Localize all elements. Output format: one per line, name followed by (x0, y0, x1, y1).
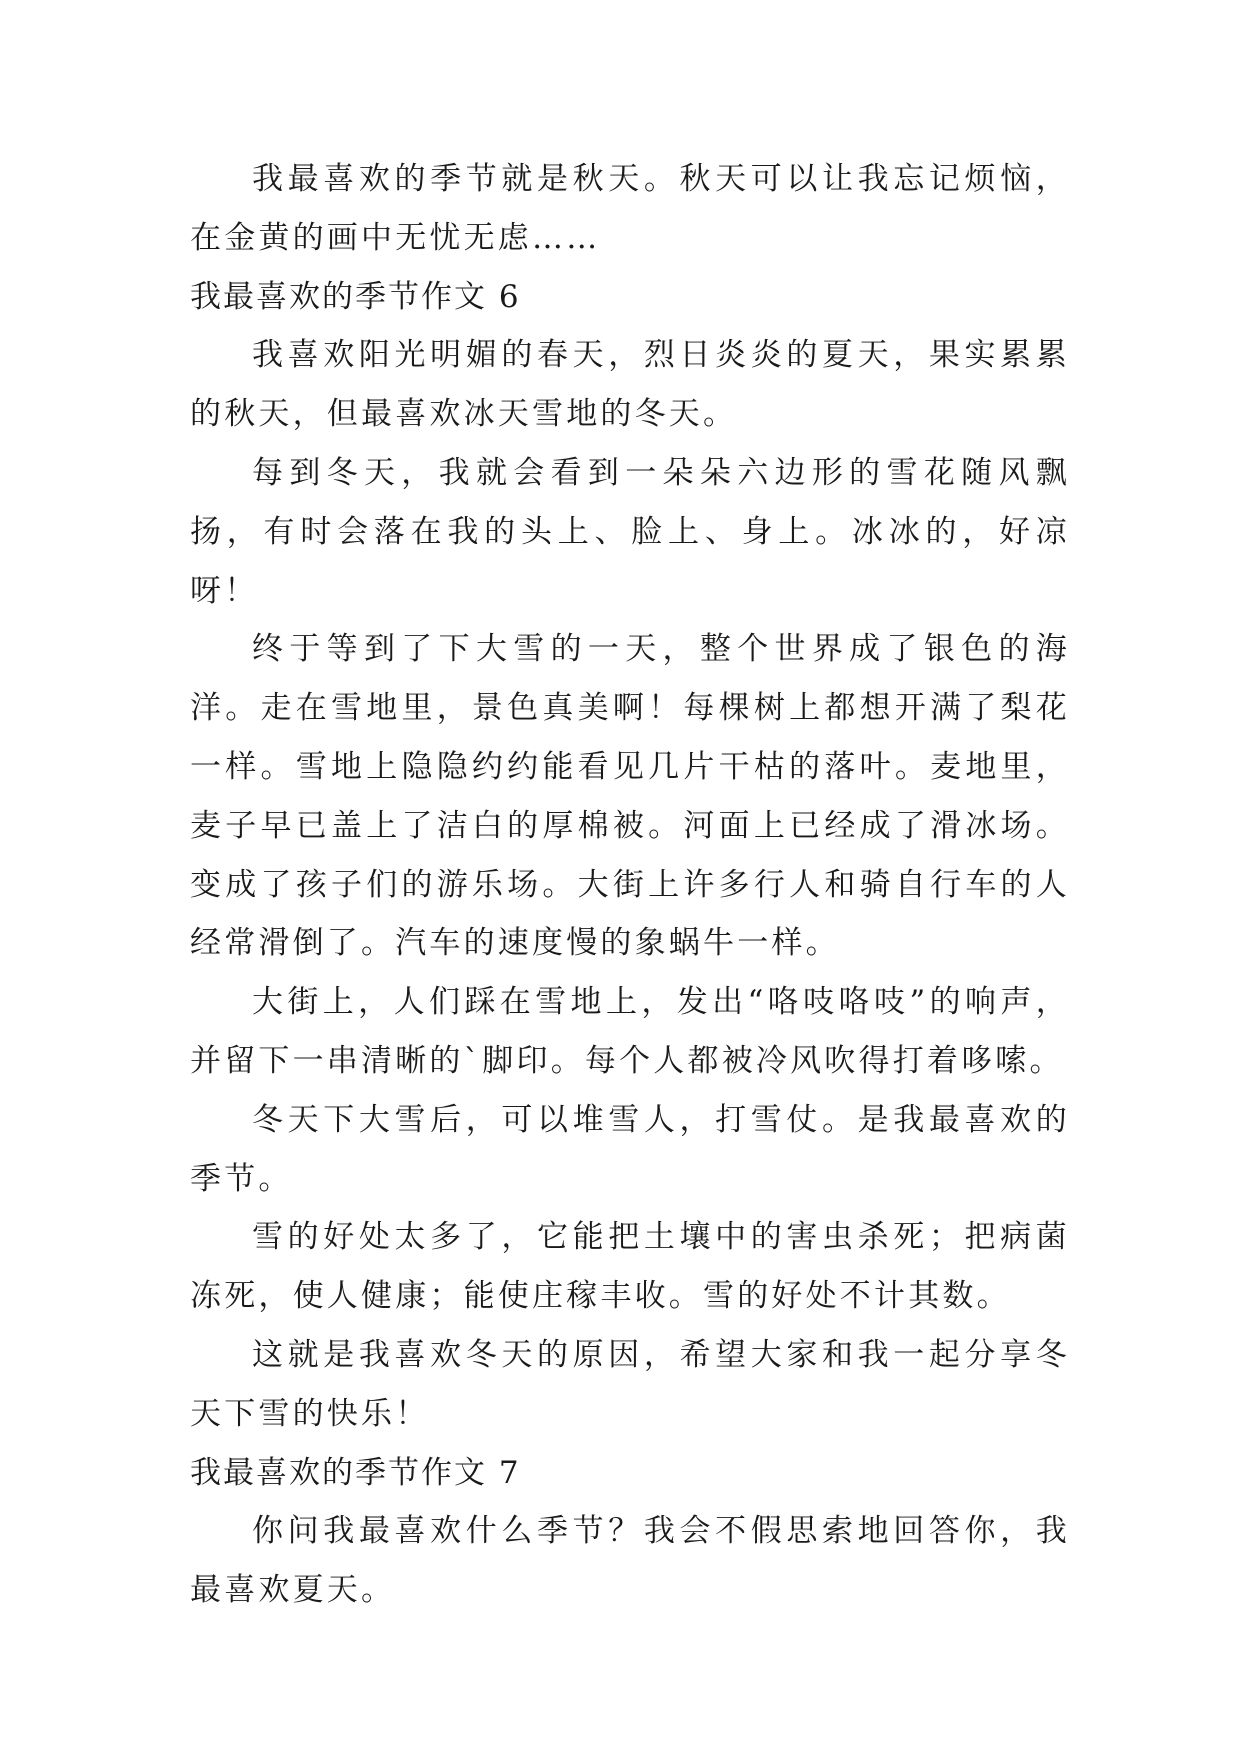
paragraph-seasons: 我喜欢阳光明媚的春天，烈日炎炎的夏天，果实累累的秋天，但最喜欢冰天雪地的冬天。 (190, 337, 1070, 433)
paragraph-conclusion: 这就是我喜欢冬天的原因，希望大家和我一起分享冬天下雪的快乐！ (190, 1336, 1070, 1432)
paragraph-heavy-snow: 终于等到了下大雪的一天，整个世界成了银色的海洋。走在雪地里，景色真美啊！每棵树上都想开满了梨花一样。雪地上隐隐约约能看见几片干枯的落叶。麦地里，麦子早已盖上了洁白的厚棉被。河面上已经成了滑冰场。变成了孩子们的游乐场。大街上许多行人和骑自行车的人经常滑倒了。汽车的速度慢的象蜗牛一样。 (190, 631, 1070, 962)
essay-title-6: 我最喜欢的季节作文 6 (190, 278, 521, 315)
paragraph-autumn: 我最喜欢的季节就是秋天。秋天可以让我忘记烦恼，在金黄的画中无忧无虑…… (190, 161, 1070, 256)
paragraph-snowflakes: 每到冬天，我就会看到一朵朵六边形的雪花随风飘扬，有时会落在我的头上、脸上、身上。冰冰的，好凉呀！ (190, 454, 1070, 609)
document-page (190, 150, 1070, 1620)
paragraph-snow-benefits: 雪的好处太多了，它能把土壤中的害虫杀死；把病菌冻死，使人健康；能使庄稼丰收。雪的好处不计其数。 (190, 1219, 1070, 1315)
paragraph-summer: 你问我最喜欢什么季节？我会不假思索地回答你，我最喜欢夏天。 (190, 1513, 1070, 1609)
paragraph-snowman: 冬天下大雪后，可以堆雪人，打雪仗。是我最喜欢的季节。 (190, 1101, 1070, 1197)
paragraph-street: 大街上，人们踩在雪地上，发出“咯吱咯吱”的响声，并留下一串清晰的`脚印。每个人都被冷风吹得打着哆嗦。 (190, 984, 1070, 1079)
essay-title-7: 我最喜欢的季节作文 7 (190, 1454, 521, 1491)
